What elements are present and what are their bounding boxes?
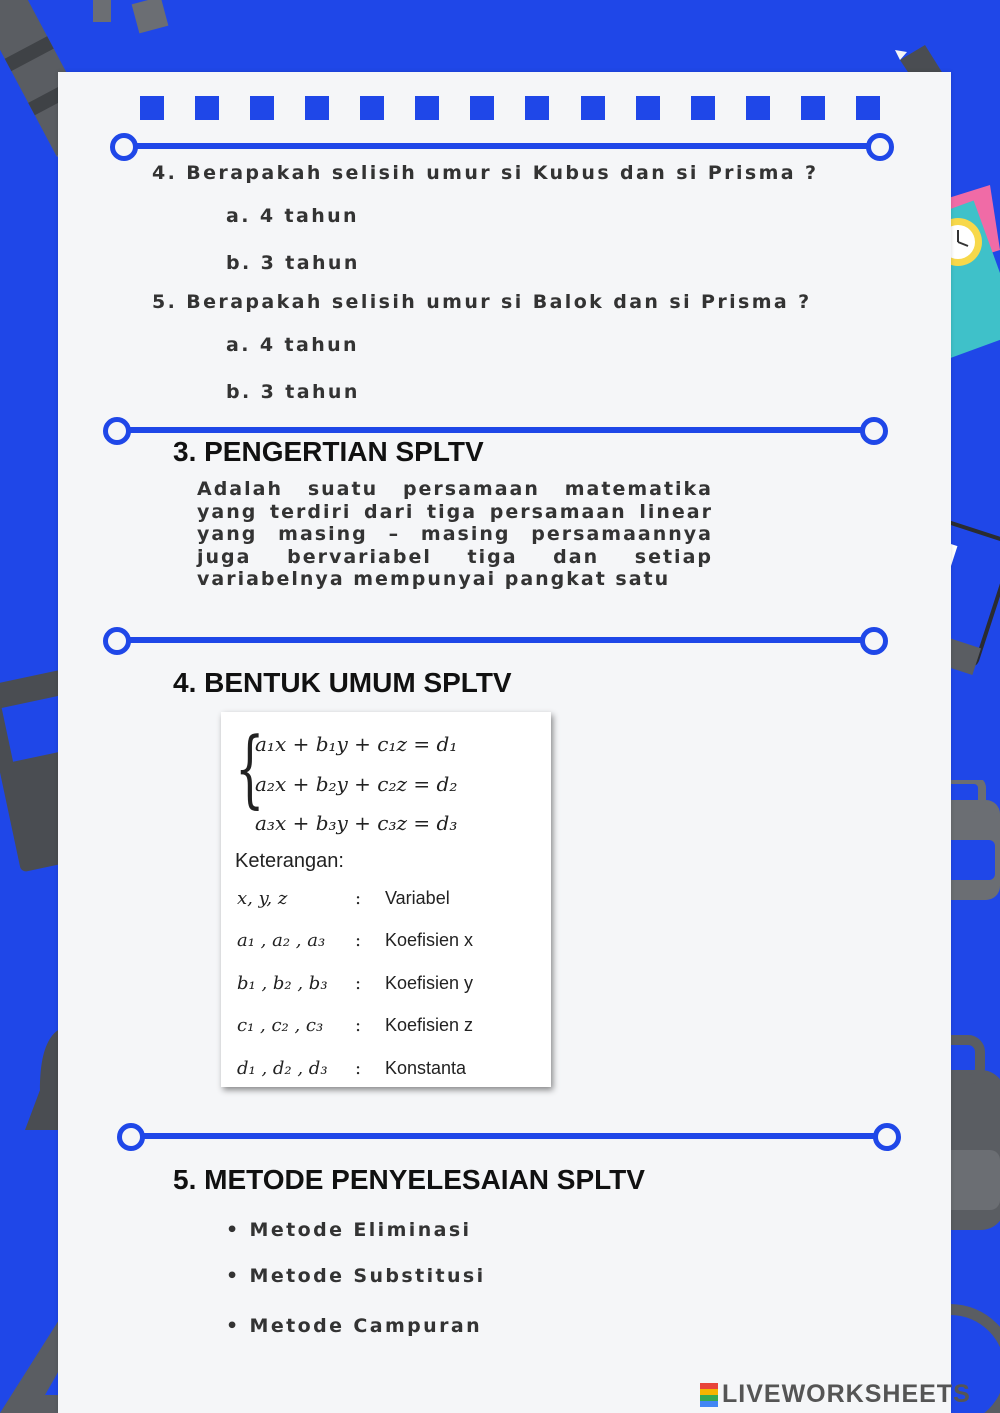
punch-holes-row: [140, 96, 880, 120]
brand-text: LIVEWORKSHEETS: [722, 1380, 971, 1408]
question-4-option-a[interactable]: a. 4 tahun: [226, 205, 359, 227]
equation-3: a₃x + b₃y + c₃z = d₃: [255, 811, 458, 835]
question-5-option-a[interactable]: a. 4 tahun: [226, 334, 359, 356]
keterangan-row: [237, 973, 474, 994]
equation-1: a₁x + b₁y + c₁z = d₁: [255, 732, 458, 756]
method-item: • Metode Campuran: [226, 1315, 482, 1337]
section-3-title: 3. PENGERTIAN SPLTV: [173, 436, 484, 467]
colon: :: [355, 888, 362, 909]
method-item: • Metode Eliminasi: [226, 1219, 472, 1241]
question-5: 5. Berapakah selisih umur si Balok dan si Prisma ?: [152, 291, 812, 313]
symbol: x, y, z: [237, 888, 288, 909]
divider-4: [131, 1133, 887, 1139]
question-4-option-b[interactable]: b. 3 tahun: [226, 252, 360, 274]
colon: :: [355, 1015, 362, 1036]
description: Variabel: [385, 888, 450, 908]
description: Koefisien z: [385, 1015, 474, 1035]
question-4: 4. Berapakah selisih umur si Kubus dan si Prisma ?: [152, 162, 819, 184]
liveworksheets-logo[interactable]: [700, 1380, 971, 1409]
description: Konstanta: [385, 1058, 467, 1078]
general-form-box: [221, 712, 551, 1087]
divider-1: [124, 143, 880, 149]
section-5-title: 5. METODE PENYELESAIAN SPLTV: [173, 1164, 645, 1195]
method-item: • Metode Substitusi: [226, 1265, 486, 1287]
description: Koefisien x: [385, 930, 474, 950]
divider-3: [117, 637, 874, 643]
section-3-body: Adalah suatu persamaan matematika yang terdiri dari tiga persamaan linear yang masing – masing persamaannya juga bervariabel tiga dan setiap variabelnya mempunyai pangkat satu: [197, 478, 713, 590]
logo-mark-icon: [700, 1383, 718, 1407]
divider-2: [117, 427, 874, 433]
keterangan-row: [237, 930, 474, 951]
spool-icon: [85, 0, 175, 40]
question-5-option-b[interactable]: b. 3 tahun: [226, 381, 360, 403]
keterangan-label: Keterangan:: [235, 850, 344, 872]
keterangan-row: [237, 1015, 474, 1036]
curly-brace: {: [235, 719, 265, 817]
symbol: a₁ , a₂ , a₃: [237, 930, 326, 951]
section-4-title: 4. BENTUK UMUM SPLTV: [173, 667, 512, 698]
keterangan-row: [237, 888, 450, 909]
symbol: c₁ , c₂ , c₃: [237, 1015, 324, 1036]
symbol: d₁ , d₂ , d₃: [237, 1058, 328, 1079]
symbol: b₁ , b₂ , b₃: [237, 973, 328, 994]
colon: :: [355, 1058, 362, 1079]
equation-2: a₂x + b₂y + c₂z = d₂: [255, 772, 458, 796]
colon: :: [355, 973, 362, 994]
colon: :: [355, 930, 362, 951]
keterangan-row: [237, 1058, 467, 1079]
description: Koefisien y: [385, 973, 474, 993]
